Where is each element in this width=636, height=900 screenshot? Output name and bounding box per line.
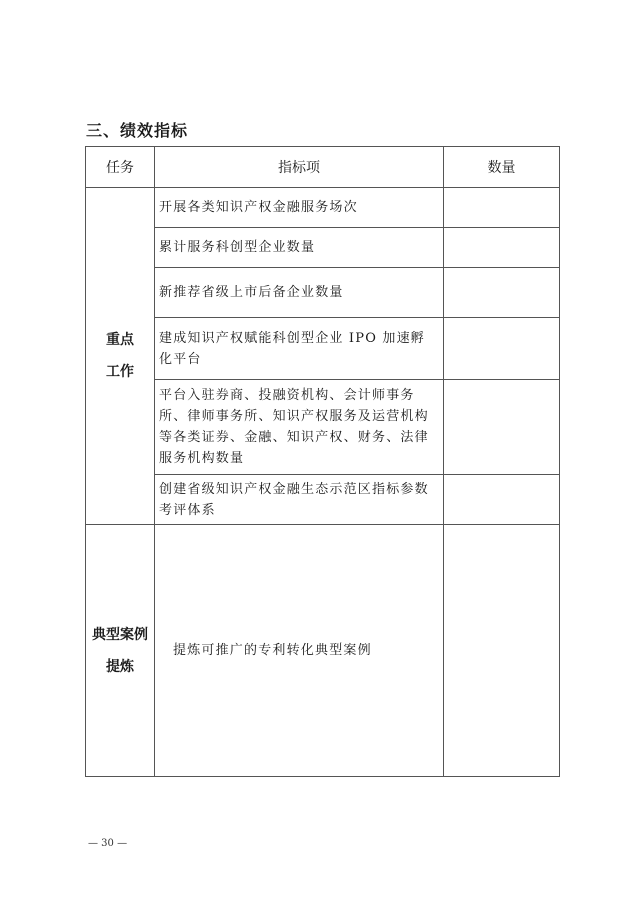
count-cell[interactable] bbox=[444, 228, 560, 268]
indicator-cell: 提炼可推广的专利转化典型案例 bbox=[155, 525, 444, 777]
table-row bbox=[86, 268, 560, 318]
category-line: 典型案例 bbox=[92, 626, 148, 643]
count-cell[interactable] bbox=[444, 475, 560, 525]
indicator-cell: 建成知识产权赋能科创型企业 IPO 加速孵化平台 bbox=[155, 318, 444, 380]
category-line: 工作 bbox=[106, 364, 134, 380]
table-row bbox=[86, 380, 560, 475]
indicator-cell: 平台入驻券商、投融资机构、会计师事务所、律师事务所、知识产权服务及运营机构等各类证券、金融、知识产权、财务、法律服务机构数量 bbox=[155, 380, 444, 475]
table-row bbox=[86, 188, 560, 228]
count-cell[interactable] bbox=[444, 380, 560, 475]
count-cell[interactable] bbox=[444, 525, 560, 777]
category-key-work bbox=[86, 188, 155, 525]
table-row bbox=[86, 475, 560, 525]
header-count: 数量 bbox=[444, 147, 560, 188]
category-line: 提炼 bbox=[106, 658, 134, 675]
header-indicator: 指标项 bbox=[155, 147, 444, 188]
table-row bbox=[86, 525, 560, 777]
page-number: — 30 — bbox=[88, 838, 128, 849]
count-cell[interactable] bbox=[444, 188, 560, 228]
table-row bbox=[86, 318, 560, 380]
category-typical-cases bbox=[86, 525, 155, 777]
category-line: 重点 bbox=[106, 332, 134, 348]
indicator-cell: 开展各类知识产权金融服务场次 bbox=[155, 188, 444, 228]
performance-indicator-table bbox=[85, 146, 560, 777]
section-heading: 三、绩效指标 bbox=[86, 121, 189, 140]
indicator-cell: 创建省级知识产权金融生态示范区指标参数考评体系 bbox=[155, 475, 444, 525]
indicator-cell: 累计服务科创型企业数量 bbox=[155, 228, 444, 268]
table-header-row bbox=[86, 147, 560, 188]
indicator-cell: 新推荐省级上市后备企业数量 bbox=[155, 268, 444, 318]
table-row bbox=[86, 228, 560, 268]
header-task: 任务 bbox=[86, 147, 155, 188]
count-cell[interactable] bbox=[444, 268, 560, 318]
count-cell[interactable] bbox=[444, 318, 560, 380]
